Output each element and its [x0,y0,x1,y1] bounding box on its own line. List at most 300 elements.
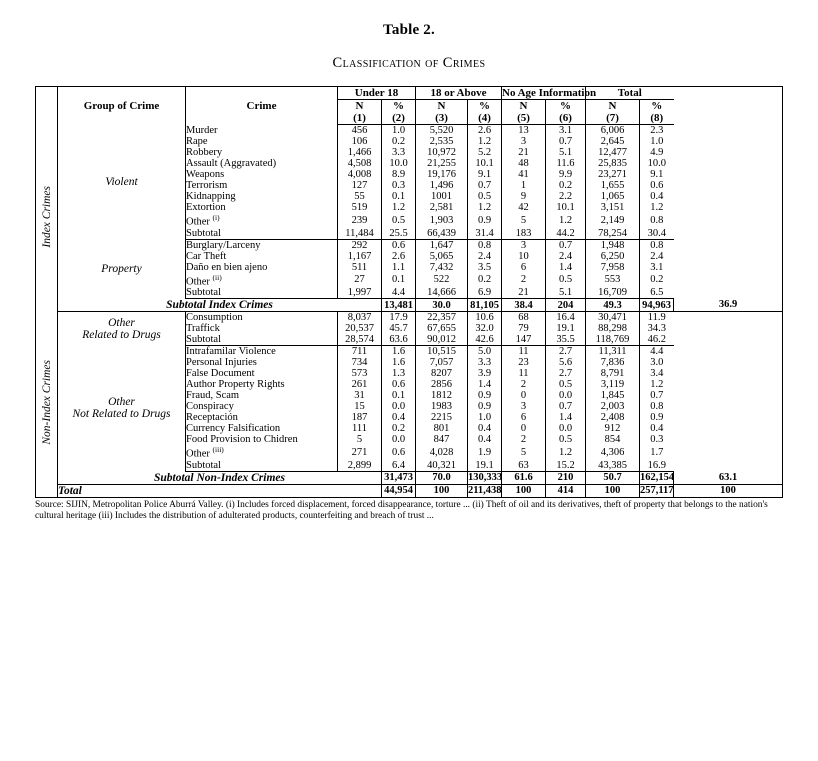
cell-under18-n: 55 [338,191,382,202]
cell-under18-pct: 17.9 [382,312,416,324]
cell-noage-n: 9 [502,191,546,202]
header-span-no-age: No Age Information [502,87,597,99]
cell-total-n: 854 [586,434,640,445]
cell-18above-pct: 61.6 [502,471,546,484]
header-subcol-3: N [416,100,468,113]
cell-total-n: 2,149 [586,213,640,228]
table-row-subtotal-index-crimes [36,299,783,312]
cell-noage-n: 11 [502,368,546,379]
cell-18above-pct: 1.2 [468,136,502,147]
cell-noage-n: 210 [546,471,586,484]
cell-noage-n: 21 [502,147,546,158]
crime-name: Extortion [186,202,338,213]
cell-noage-n: 0 [502,423,546,434]
cell-noage-pct: 1.4 [546,262,586,273]
cell-18above-n: 522 [416,273,468,288]
cell-18above-pct: 0.9 [468,213,502,228]
cell-noage-pct: 19.1 [546,323,586,334]
crime-name-text: Other [186,276,210,287]
cell-noage-pct: 2.7 [546,368,586,379]
crime-name: Car Theft [186,251,338,262]
crime-name: Murder [186,125,338,137]
subtotal-label: Subtotal [186,334,338,346]
cell-noage-n: 5 [502,213,546,228]
cell-total-n: 553 [586,273,640,288]
cell-18above-n: 7,057 [416,357,468,368]
cell-total-n: 16,709 [586,287,640,299]
header-num-8: (8) [640,112,674,125]
cell-total-pct: 11.9 [647,312,666,323]
cell-noage-pct: 0.5 [546,379,586,390]
cell-total-pct: 4.9 [650,147,664,158]
cell-under18-n: 187 [338,412,382,423]
cell-noage-n: 3 [502,401,546,412]
cell-total-pct: 0.3 [650,434,664,445]
cell-18above-n: 1983 [416,401,468,412]
cell-18above-pct: 3.5 [468,262,502,273]
cell-under18-n: 27 [338,273,382,288]
cell-noage-n: 42 [502,202,546,213]
cell-under18-pct: 0.0 [382,401,416,412]
cell-noage-n: 10 [502,251,546,262]
cell-under18-pct: 1.3 [382,368,416,379]
cell-noage-n: 6 [502,412,546,423]
cell-18above-n: 5,520 [416,125,468,137]
cell-noage-n: 41 [502,169,546,180]
header-subcol-4: % [468,100,502,113]
crime-name: Terrorism [186,180,338,191]
cell-under18-n: 5 [338,434,382,445]
cell-total-pct: 1.7 [650,446,664,458]
crime-name: Receptación [186,412,338,423]
section-label-non-index-crimes [36,312,58,498]
cell-18above-n: 847 [416,434,468,445]
cell-noage-n: 21 [502,287,546,299]
cell-total-n: 8,791 [586,368,640,379]
cell-under18-n: 573 [338,368,382,379]
cell-total-n: 1,948 [586,239,640,251]
cell-18above-pct: 5.2 [468,147,502,158]
cell-total-pct: 2.3 [650,125,664,136]
cell-under18-n: 44,954 [382,484,416,497]
header-subcol-6: % [546,100,586,113]
cell-18above-pct: 10.6 [468,312,502,324]
crime-name: Author Property Rights [186,379,338,390]
cell-18above-n: 10,515 [416,346,468,358]
crime-name: Traffick [186,323,338,334]
subtotal-label: Subtotal [186,460,338,472]
cell-noage-pct: 9.9 [546,169,586,180]
cell-noage-n: 2 [502,434,546,445]
cell-total-n: 1,065 [586,191,640,202]
header-num-7: (7) [586,112,640,125]
cell-18above-n: 4,028 [416,445,468,460]
cell-noage-pct: 3.1 [546,125,586,137]
cell-total-pct: 1.2 [650,202,664,213]
cell-total-pct: 3.1 [650,261,664,273]
cell-total-pct: 34.3 [647,323,666,334]
header-span-under18: Under 18 [338,87,416,100]
subtotal-non-index-label: Subtotal Non-Index Crimes [58,471,382,484]
cell-under18-pct: 0.1 [382,390,416,401]
cell-under18-n: 15 [338,401,382,412]
cell-18above-n: 130,333 [468,472,503,483]
cell-noage-pct: 1.2 [546,445,586,460]
cell-18above-n: 10,972 [416,147,468,158]
cell-under18-n: 2,899 [338,460,382,472]
group-label-property: Property [58,239,186,299]
cell-total-pct: 4.4 [650,346,664,357]
cell-18above-pct: 0.7 [468,180,502,191]
crime-name: Kidnapping [186,191,338,202]
cell-under18-n: 11,484 [338,228,382,240]
subtotal-label: Subtotal [186,228,338,240]
crime-footnote-marker: (iii) [212,445,224,454]
cell-total-pct: 10.0 [647,158,666,169]
cell-18above-n: 1812 [416,390,468,401]
cell-total-n: 78,254 [586,228,640,240]
group-label-other-not-related-drugs [58,346,186,472]
cell-total-pct: 0.8 [650,214,664,226]
cell-18above-n: 5,065 [416,251,468,262]
cell-total-n: 88,298 [586,323,640,334]
header-crime: Crime [186,87,338,125]
cell-under18-n: 239 [338,213,382,228]
group-label-line1: Other [108,396,135,409]
cell-total-pct: 6.5 [640,287,674,299]
cell-18above-pct: 0.9 [468,401,502,412]
cell-total-pct: 2.4 [650,250,664,262]
cell-noage-n: 3 [502,136,546,147]
header-num-6: (6) [546,112,586,125]
cell-under18-pct: 70.0 [416,471,468,484]
cell-total-n: 11,311 [586,346,640,358]
cell-under18-pct: 0.1 [382,191,416,202]
cell-18above-pct: 1.0 [468,412,502,423]
cell-total-n: 162,154 [640,472,675,483]
cell-under18-pct: 1.0 [382,125,416,137]
cell-under18-n: 8,037 [338,312,382,324]
header-corner-left [36,87,58,125]
cell-under18-pct: 0.4 [382,412,416,423]
document-page [0,22,818,761]
cell-noage-n: 3 [502,239,546,251]
cell-18above-n: 1,496 [416,180,468,191]
table-row-grand-total [36,484,783,497]
cell-noage-pct: 0.7 [546,401,586,412]
cell-18above-n: 1,903 [416,213,468,228]
header-num-4: (4) [468,112,502,125]
cell-noage-pct: 2.4 [546,251,586,262]
cell-under18-pct: 63.6 [382,334,416,346]
cell-total-n: 118,769 [586,334,640,346]
cell-noage-pct: 0.7 [546,136,586,147]
cell-total-pct: 1.0 [650,136,664,147]
table-number: Table 2. [383,22,435,38]
cell-noage-n: 5 [502,445,546,460]
cell-noage-n: 79 [502,323,546,334]
cell-under18-n: 106 [338,136,382,147]
cell-18above-pct: 3.9 [468,368,502,379]
cell-total-n: 3,151 [586,202,640,213]
cell-noage-pct: 10.1 [546,202,586,213]
cell-total-pct: 46.2 [640,334,674,346]
cell-under18-n: 31,473 [382,471,416,484]
cell-under18-n: 1,167 [338,251,382,262]
cell-under18-pct: 0.6 [382,239,416,251]
cell-18above-pct: 2.4 [468,251,502,262]
cell-noage-pct: 1.4 [546,412,586,423]
cell-total-n: 30,471 [586,312,640,324]
cell-18above-n: 22,357 [416,312,468,324]
cell-noage-n: 414 [546,484,586,497]
cell-under18-pct: 8.9 [382,169,416,180]
cell-total-n: 6,250 [586,251,640,262]
cell-total-n: 2,645 [586,136,640,147]
header-subcol-5: N [502,100,546,113]
crime-name: Robbery [186,147,338,158]
cell-18above-n: 67,655 [416,323,468,334]
cell-under18-n: 519 [338,202,382,213]
group-label-violent: Violent [58,125,186,240]
cell-total-pct: 0.8 [650,401,664,412]
header-subcol-7: N [586,100,640,113]
cell-total-pct: 63.1 [674,471,783,484]
cell-noage-pct: 1.2 [546,213,586,228]
crime-name: Intrafamilar Violence [186,346,338,358]
crime-name [186,213,338,228]
crime-name: Assault (Aggravated) [186,158,338,169]
cell-under18-pct: 4.4 [382,287,416,299]
cell-total-pct: 0.9 [650,412,664,423]
cell-under18-pct: 0.1 [382,273,416,288]
cell-total-n: 3,119 [586,379,640,390]
cell-18above-n: 7,432 [416,262,468,273]
crime-name: Rape [186,136,338,147]
header-group-of-crime: Group of Crime [58,87,186,125]
cell-18above-n: 8207 [416,368,468,379]
cell-18above-n: 2,535 [416,136,468,147]
cell-under18-pct: 0.6 [382,445,416,460]
cell-noage-n: 6 [502,262,546,273]
table-row [36,312,783,324]
cell-total-pct: 3.4 [650,368,664,379]
cell-under18-pct: 2.6 [382,251,416,262]
cell-noage-n: 68 [502,312,546,324]
cell-18above-pct: 0.4 [468,434,502,445]
cell-18above-pct: 0.8 [468,239,502,251]
cell-noage-pct: 100 [586,484,640,497]
cell-18above-pct: 9.1 [468,169,502,180]
cell-total-n: 1,845 [586,390,640,401]
cell-under18-pct: 45.7 [382,323,416,334]
cell-total-n: 23,271 [586,169,640,180]
cell-18above-n: 19,176 [416,169,468,180]
crime-name-text: Other [186,448,210,460]
cell-total-n: 43,385 [586,460,640,472]
cell-18above-pct: 2.6 [468,125,502,137]
cell-18above-n: 90,012 [416,334,468,346]
cell-under18-pct: 1.6 [382,357,416,368]
cell-under18-pct: 25.5 [382,228,416,240]
crime-name [186,273,338,288]
cell-under18-n: 271 [338,445,382,460]
cell-under18-n: 111 [338,423,382,434]
cell-total-pct: 9.1 [650,169,664,180]
cell-under18-n: 1,466 [338,147,382,158]
cell-18above-pct: 42.6 [468,334,502,346]
cell-total-pct: 0.2 [650,274,664,286]
group-label-line2: Not Related to Drugs [72,408,171,421]
cell-18above-n: 2856 [416,379,468,390]
cell-noage-pct: 0.0 [546,423,586,434]
cell-under18-pct: 0.6 [382,379,416,390]
crime-name: Burglary/Larceny [186,239,338,251]
cell-total-n: 12,477 [586,147,640,158]
cell-under18-pct: 10.0 [382,158,416,169]
cell-noage-n: 2 [502,273,546,288]
crime-name: Fraud, Scam [186,390,338,401]
cell-noage-n: 1 [502,180,546,191]
cell-noage-n: 11 [502,346,546,358]
cell-under18-pct: 1.6 [382,346,416,358]
cell-total-n: 7,836 [586,357,640,368]
cell-noage-pct: 15.2 [546,460,586,472]
cell-noage-n: 2 [502,379,546,390]
cell-under18-n: 261 [338,379,382,390]
cell-noage-pct: 5.1 [546,287,586,299]
cell-total-n: 7,958 [586,262,640,273]
cell-total-pct: 0.6 [650,180,664,191]
cell-under18-n: 13,481 [382,299,416,312]
cell-under18-n: 734 [338,357,382,368]
cell-18above-n: 2,581 [416,202,468,213]
cell-under18-pct: 3.3 [382,147,416,158]
cell-under18-n: 511 [338,262,382,273]
crime-name-text: Other [186,216,210,228]
cell-under18-pct: 0.3 [382,180,416,191]
table-row-subtotal-non-index-crimes [36,471,783,484]
cell-18above-pct: 0.5 [468,191,502,202]
cell-under18-pct: 1.2 [382,202,416,213]
subtotal-index-label: Subtotal Index Crimes [58,299,382,312]
cell-total-pct: 16.9 [640,460,674,472]
cell-noage-n: 48 [502,158,546,169]
cell-noage-pct: 49.3 [586,299,640,312]
cell-18above-n: 801 [416,423,468,434]
section-label-index-crimes [36,125,58,312]
cell-total-pct: 3.0 [650,357,664,368]
cell-under18-pct: 1.1 [382,262,416,273]
crime-name: Daño en bien ajeno [186,262,338,273]
cell-under18-n: 20,537 [338,323,382,334]
cell-total-pct: 1.2 [650,379,664,390]
group-label-line2: Related to Drugs [82,328,161,341]
cell-noage-pct: 0.5 [546,434,586,445]
cell-under18-n: 711 [338,346,382,358]
cell-noage-n: 0 [502,390,546,401]
crime-classification-table [35,86,783,498]
cell-noage-n: 147 [502,334,546,346]
table-source-note: Source: SIJIN, Metropolitan Police Aburrá Valley. (i) Includes forced displacement, forced disappearance, torture ... (ii) Theft of oil and its derivatives, theft of property that belongs to the nation's cultural heritage (iii) Includes the distribution of adulterated products, counterfeiting and breach of trust ... [35,499,768,522]
cell-under18-pct: 6.4 [382,460,416,472]
header-span-18-or-above: 18 or Above [416,87,502,100]
grand-total-label: Total [58,484,382,497]
cell-18above-pct: 1.4 [468,379,502,390]
cell-under18-pct: 0.2 [382,136,416,147]
cell-total-n: 25,835 [586,158,640,169]
cell-under18-pct: 0.0 [382,434,416,445]
crime-footnote-marker: (ii) [212,272,222,282]
header-subcol-8: % [651,100,663,112]
cell-noage-n: 13 [502,125,546,137]
section-label-non-index-crimes-text: Non-Index Crimes [40,360,53,445]
header-subcol-2: % [382,100,416,113]
cell-total-n: 94,963 [640,299,674,312]
cell-noage-pct: 11.6 [546,158,586,169]
cell-18above-pct: 32.0 [468,323,502,334]
cell-18above-pct: 38.4 [502,299,546,312]
cell-noage-pct: 2.7 [546,346,586,358]
header-span-total: Total [586,87,674,100]
cell-total-n: 257,117 [640,485,674,496]
header-subcol-1: N [338,100,382,113]
cell-total-n: 6,006 [586,125,640,137]
cell-noage-pct: 2.2 [546,191,586,202]
cell-under18-n: 4,508 [338,158,382,169]
cell-under18-n: 28,574 [338,334,382,346]
cell-18above-n: 2215 [416,412,468,423]
cell-total-pct: 0.4 [650,423,664,434]
header-num-5: (5) [502,112,546,125]
cell-total-pct: 0.7 [650,390,664,401]
cell-18above-pct: 19.1 [468,460,502,472]
group-label-other-related-drugs [58,312,186,346]
cell-18above-n: 211,438 [468,485,502,496]
cell-18above-pct: 3.3 [468,357,502,368]
cell-under18-pct: 0.5 [382,213,416,228]
crime-name: Food Provision to Chidren [186,434,338,445]
cell-noage-pct: 0.0 [546,390,586,401]
crime-name: Conspiracy [186,401,338,412]
crime-name: Weapons [186,169,338,180]
cell-total-n: 2,003 [586,401,640,412]
table-row [36,239,783,251]
subtotal-label: Subtotal [186,287,338,299]
cell-18above-pct: 31.4 [468,228,502,240]
cell-noage-pct: 0.5 [546,273,586,288]
cell-noage-n: 63 [502,460,546,472]
cell-total-pct: 0.8 [650,239,664,251]
cell-under18-n: 31 [338,390,382,401]
crime-name [186,445,338,460]
cell-noage-pct: 5.6 [546,357,586,368]
cell-18above-n: 1,647 [416,239,468,251]
crime-footnote-marker: (i) [212,213,220,222]
table-row [36,125,783,137]
cell-under18-n: 456 [338,125,382,137]
cell-18above-n: 40,321 [416,460,468,472]
cell-noage-pct: 0.2 [546,180,586,191]
section-label-index-crimes-text: Index Crimes [40,185,53,248]
group-label-line1: Other [108,316,135,329]
cell-under18-n: 1,997 [338,287,382,299]
header-num-2: (2) [382,112,416,125]
cell-noage-n: 204 [546,299,586,312]
cell-noage-pct: 35.5 [546,334,586,346]
cell-under18-n: 127 [338,180,382,191]
cell-18above-n: 21,255 [416,158,468,169]
